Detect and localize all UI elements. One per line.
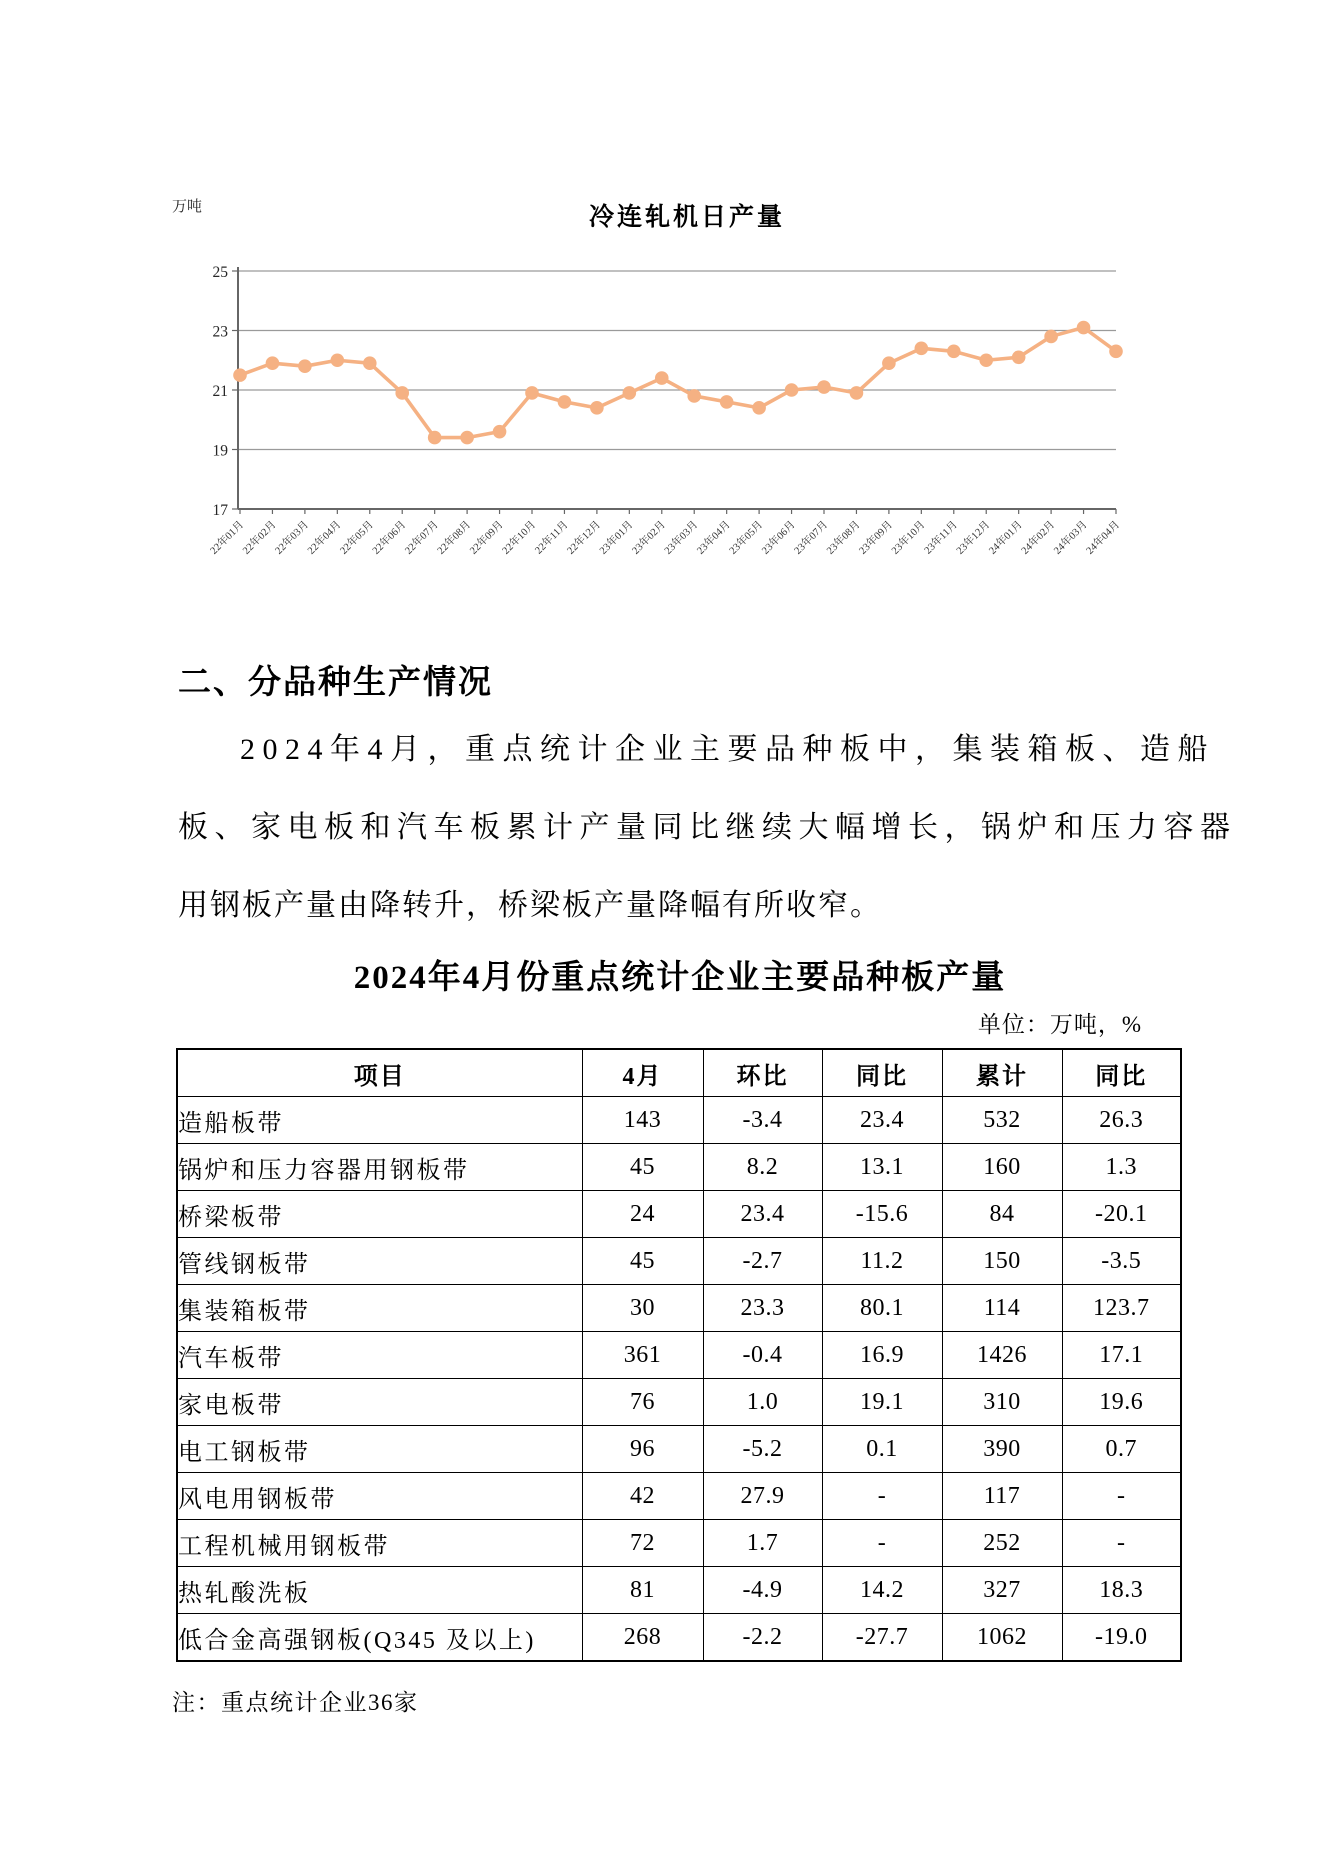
chart-x-tick-label: 23年06月 bbox=[760, 519, 798, 557]
chart-y-tick-label: 25 bbox=[212, 264, 228, 281]
row-value-cell: 14.2 bbox=[822, 1567, 942, 1614]
chart-x-tick-label: 22年09月 bbox=[468, 519, 506, 557]
row-value-cell: 30 bbox=[582, 1285, 703, 1332]
chart-data-point bbox=[558, 395, 572, 409]
row-value-cell: 27.9 bbox=[703, 1473, 822, 1520]
chart-y-tick-label: 19 bbox=[212, 442, 228, 460]
chart-data-point bbox=[882, 356, 896, 370]
chart-x-tick-label: 22年07月 bbox=[403, 519, 441, 557]
table-row bbox=[177, 1520, 1181, 1567]
chart-x-tick-label: 23年08月 bbox=[825, 519, 863, 557]
row-label-cell: 汽车板带 bbox=[177, 1332, 582, 1379]
row-value-cell: 1426 bbox=[942, 1332, 1062, 1379]
daily-output-chart bbox=[150, 185, 1160, 615]
row-value-cell: 1.0 bbox=[703, 1379, 822, 1426]
row-value-cell: 0.1 bbox=[822, 1426, 942, 1473]
chart-data-point bbox=[687, 389, 701, 403]
row-value-cell: 1062 bbox=[942, 1614, 1062, 1662]
row-value-cell: -19.0 bbox=[1062, 1614, 1181, 1662]
row-value-cell: -20.1 bbox=[1062, 1191, 1181, 1238]
chart-data-point bbox=[655, 371, 669, 385]
chart-x-tick-label: 23年12月 bbox=[954, 519, 993, 557]
chart-x-tick-label: 24年02月 bbox=[1019, 519, 1058, 557]
row-value-cell: -3.5 bbox=[1062, 1238, 1181, 1285]
products-table bbox=[176, 1048, 1182, 1662]
row-value-cell: - bbox=[1062, 1473, 1181, 1520]
row-value-cell: -15.6 bbox=[822, 1191, 942, 1238]
chart-data-point bbox=[752, 401, 766, 415]
row-value-cell: 23.3 bbox=[703, 1285, 822, 1332]
row-value-cell: 143 bbox=[582, 1097, 703, 1144]
section-heading: 二、分品种生产情况 bbox=[178, 663, 493, 700]
products-table-body bbox=[177, 1097, 1181, 1662]
table-title: 2024年4月份重点统计企业主要品种板产量 bbox=[353, 960, 1007, 996]
row-value-cell: 160 bbox=[942, 1144, 1062, 1191]
row-value-cell: 84 bbox=[942, 1191, 1062, 1238]
row-label-cell: 工程机械用钢板带 bbox=[177, 1520, 582, 1567]
table-header-cell: 同比 bbox=[1062, 1049, 1181, 1097]
row-value-cell: 96 bbox=[582, 1426, 703, 1473]
paragraph-line: 板、家电板和汽车板累计产量同比继续大幅增长，锅炉和压力容器 bbox=[178, 811, 1237, 844]
chart-x-tick-label: 22年05月 bbox=[338, 519, 376, 557]
row-value-cell: 26.3 bbox=[1062, 1097, 1181, 1144]
row-value-cell: 72 bbox=[582, 1520, 703, 1567]
row-value-cell: 45 bbox=[582, 1238, 703, 1285]
row-value-cell: -27.7 bbox=[822, 1614, 942, 1662]
row-value-cell: 19.6 bbox=[1062, 1379, 1181, 1426]
chart-x-tick-label: 22年01月 bbox=[208, 519, 247, 557]
row-value-cell: 1.7 bbox=[703, 1520, 822, 1567]
chart-x-tick-label: 24年03月 bbox=[1052, 519, 1090, 557]
row-value-cell: 11.2 bbox=[822, 1238, 942, 1285]
chart-x-tick-label: 24年01月 bbox=[987, 519, 1025, 557]
chart-data-point bbox=[331, 353, 345, 367]
table-header-row bbox=[177, 1049, 1181, 1097]
row-value-cell: -3.4 bbox=[703, 1097, 822, 1144]
chart-data-point bbox=[1012, 350, 1026, 364]
table-header-cell: 同比 bbox=[822, 1049, 942, 1097]
chart-x-tick-label: 23年02月 bbox=[630, 519, 668, 557]
row-value-cell: 17.1 bbox=[1062, 1332, 1181, 1379]
row-value-cell: 310 bbox=[942, 1379, 1062, 1426]
chart-x-tick-label: 23年03月 bbox=[662, 519, 701, 557]
row-value-cell: 81 bbox=[582, 1567, 703, 1614]
chart-x-tick-label: 23年11月 bbox=[922, 519, 960, 557]
chart-data-point bbox=[493, 425, 507, 439]
row-value-cell: - bbox=[1062, 1520, 1181, 1567]
row-label-cell: 电工钢板带 bbox=[177, 1426, 582, 1473]
chart-x-tick-label: 23年10月 bbox=[889, 519, 928, 557]
row-value-cell: -4.9 bbox=[703, 1567, 822, 1614]
table-row bbox=[177, 1144, 1181, 1191]
row-value-cell: 327 bbox=[942, 1567, 1062, 1614]
row-value-cell: 390 bbox=[942, 1426, 1062, 1473]
chart-x-tick-label: 22年12月 bbox=[565, 519, 604, 557]
row-value-cell: 268 bbox=[582, 1614, 703, 1662]
chart-data-point bbox=[363, 356, 377, 370]
table-header-cell: 项目 bbox=[177, 1049, 582, 1097]
chart-series-line bbox=[240, 328, 1116, 438]
chart-x-tick-label: 24年04月 bbox=[1084, 519, 1123, 557]
chart-x-tick-label: 23年01月 bbox=[597, 519, 636, 557]
row-value-cell: 532 bbox=[942, 1097, 1062, 1144]
table-header-cell: 累计 bbox=[942, 1049, 1062, 1097]
chart-x-tick-label: 22年02月 bbox=[241, 519, 279, 557]
row-label-cell: 热轧酸洗板 bbox=[177, 1567, 582, 1614]
chart-data-point bbox=[850, 386, 864, 400]
row-value-cell: 117 bbox=[942, 1473, 1062, 1520]
table-row bbox=[177, 1285, 1181, 1332]
chart-x-tick-label: 23年07月 bbox=[792, 519, 831, 557]
row-label-cell: 锅炉和压力容器用钢板带 bbox=[177, 1144, 582, 1191]
row-value-cell: -0.4 bbox=[703, 1332, 822, 1379]
chart-x-tick-label: 22年08月 bbox=[435, 519, 474, 557]
table-unit-note: 单位：万吨，% bbox=[977, 1012, 1142, 1037]
chart-x-tick-label: 22年04月 bbox=[305, 519, 344, 557]
row-value-cell: -2.7 bbox=[703, 1238, 822, 1285]
row-value-cell: 252 bbox=[942, 1520, 1062, 1567]
row-label-cell: 家电板带 bbox=[177, 1379, 582, 1426]
table-row bbox=[177, 1238, 1181, 1285]
row-label-cell: 风电用钢板带 bbox=[177, 1473, 582, 1520]
table-row bbox=[177, 1191, 1181, 1238]
chart-data-point bbox=[233, 368, 247, 382]
chart-data-point bbox=[1044, 330, 1058, 344]
row-value-cell: -5.2 bbox=[703, 1426, 822, 1473]
row-value-cell: 23.4 bbox=[703, 1191, 822, 1238]
table-header-cell: 4月 bbox=[582, 1049, 703, 1097]
table-row bbox=[177, 1379, 1181, 1426]
row-label-cell: 集装箱板带 bbox=[177, 1285, 582, 1332]
table-row bbox=[177, 1614, 1181, 1662]
chart-data-point bbox=[428, 431, 442, 445]
chart-data-point bbox=[525, 386, 539, 400]
row-label-cell: 桥梁板带 bbox=[177, 1191, 582, 1238]
row-value-cell: - bbox=[822, 1520, 942, 1567]
chart-x-tick-label: 22年03月 bbox=[273, 519, 312, 557]
chart-data-point bbox=[1077, 321, 1091, 335]
table-row bbox=[177, 1097, 1181, 1144]
row-value-cell: 361 bbox=[582, 1332, 703, 1379]
row-value-cell: -2.2 bbox=[703, 1614, 822, 1662]
row-value-cell: 45 bbox=[582, 1144, 703, 1191]
table-row bbox=[177, 1332, 1181, 1379]
row-value-cell: 1.3 bbox=[1062, 1144, 1181, 1191]
chart-y-tick-label: 17 bbox=[212, 502, 228, 519]
chart-x-tick-label: 23年04月 bbox=[695, 519, 733, 557]
row-value-cell: 42 bbox=[582, 1473, 703, 1520]
footnote: 注：重点统计企业36家 bbox=[172, 1690, 419, 1715]
paragraph-line: 用钢板产量由降转升，桥梁板产量降幅有所收窄。 bbox=[178, 889, 882, 922]
chart-y-tick-label: 21 bbox=[212, 383, 228, 400]
row-label-cell: 低合金高强钢板(Q345 及以上) bbox=[177, 1614, 582, 1662]
chart-data-point bbox=[947, 345, 961, 359]
chart-x-tick-label: 22年10月 bbox=[500, 519, 539, 557]
chart-y-tick-label: 23 bbox=[212, 323, 228, 341]
chart-data-point bbox=[590, 401, 604, 415]
row-value-cell: - bbox=[822, 1473, 942, 1520]
chart-data-point bbox=[979, 353, 993, 367]
chart-canvas bbox=[150, 185, 1160, 615]
chart-y-unit-label: 万吨 bbox=[171, 199, 202, 215]
row-value-cell: 13.1 bbox=[822, 1144, 942, 1191]
chart-data-point bbox=[817, 380, 831, 394]
chart-data-point bbox=[395, 386, 409, 400]
chart-data-point bbox=[623, 386, 637, 400]
row-value-cell: 8.2 bbox=[703, 1144, 822, 1191]
row-value-cell: 80.1 bbox=[822, 1285, 942, 1332]
row-value-cell: 0.7 bbox=[1062, 1426, 1181, 1473]
row-value-cell: 24 bbox=[582, 1191, 703, 1238]
row-value-cell: 18.3 bbox=[1062, 1567, 1181, 1614]
chart-x-tick-label: 23年05月 bbox=[727, 519, 766, 557]
chart-title: 冷连轧机日产量 bbox=[588, 204, 786, 231]
row-value-cell: 16.9 bbox=[822, 1332, 942, 1379]
chart-x-tick-label: 22年06月 bbox=[370, 519, 409, 557]
chart-data-point bbox=[720, 395, 734, 409]
row-value-cell: 23.4 bbox=[822, 1097, 942, 1144]
paragraph-line: 2024年4月，重点统计企业主要品种板中，集装箱板、造船 bbox=[240, 733, 1215, 766]
row-value-cell: 114 bbox=[942, 1285, 1062, 1332]
table-row bbox=[177, 1426, 1181, 1473]
row-value-cell: 123.7 bbox=[1062, 1285, 1181, 1332]
chart-data-point bbox=[460, 431, 474, 445]
table-row bbox=[177, 1473, 1181, 1520]
row-value-cell: 150 bbox=[942, 1238, 1062, 1285]
chart-data-point bbox=[785, 383, 799, 397]
row-label-cell: 管线钢板带 bbox=[177, 1238, 582, 1285]
chart-data-point bbox=[266, 356, 280, 370]
row-value-cell: 19.1 bbox=[822, 1379, 942, 1426]
chart-x-tick-label: 22年11月 bbox=[533, 519, 571, 557]
row-value-cell: 76 bbox=[582, 1379, 703, 1426]
chart-data-point bbox=[915, 342, 929, 356]
row-label-cell: 造船板带 bbox=[177, 1097, 582, 1144]
table-row bbox=[177, 1567, 1181, 1614]
chart-x-tick-label: 23年09月 bbox=[857, 519, 896, 557]
chart-data-point bbox=[298, 359, 312, 373]
chart-data-point bbox=[1109, 345, 1123, 359]
table-header-cell: 环比 bbox=[703, 1049, 822, 1097]
